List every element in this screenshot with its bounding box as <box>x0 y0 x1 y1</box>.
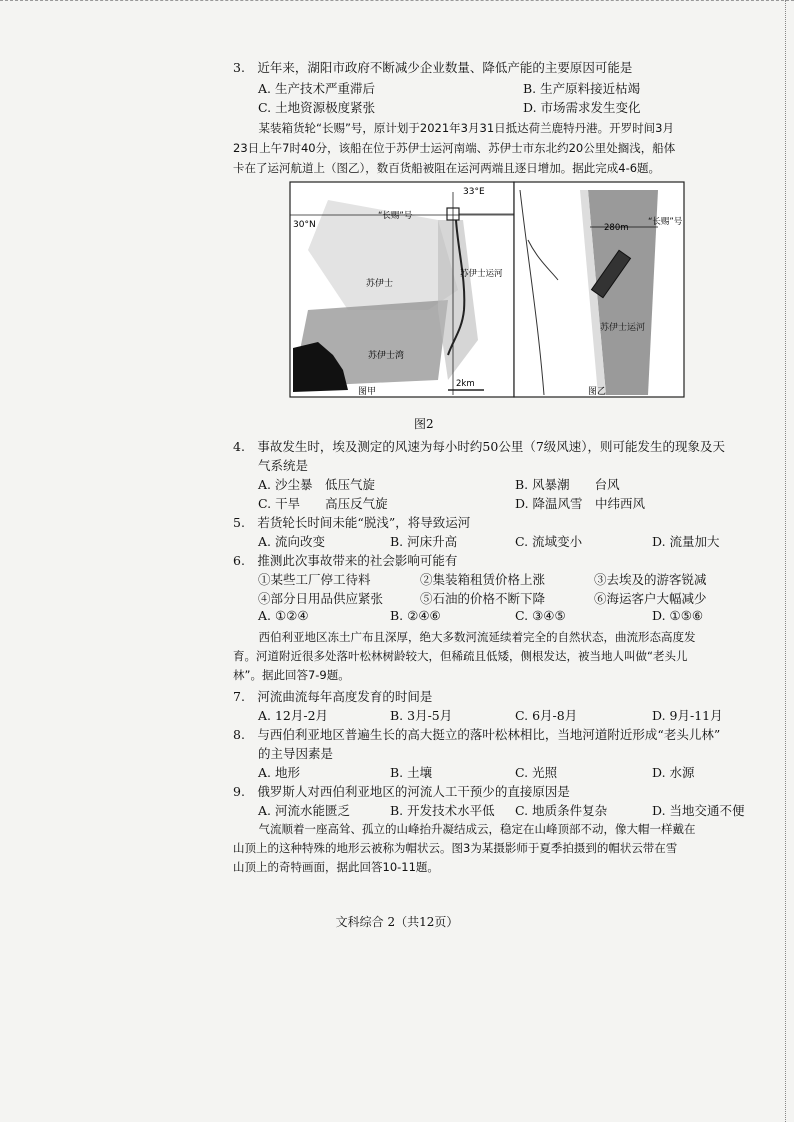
option-d: D. ①⑤⑥ <box>652 608 704 623</box>
option-b: B. 生产原料接近枯竭 <box>523 81 641 96</box>
option-b: B. 河床升高 <box>390 534 458 549</box>
option-a: A. 地形 <box>258 765 300 780</box>
gulf-label: 苏伊士湾 <box>368 351 405 361</box>
statement-3: ③去埃及的游客锐减 <box>594 572 707 587</box>
option-c: C. 6月-8月 <box>515 708 578 723</box>
question-stem: 8. 与西伯利亚地区普遍生长的高大挺立的落叶松林相比，当地河道附近形成“老头儿林” <box>233 727 721 742</box>
statement-5: ⑤石油的价格不断下降 <box>420 591 546 606</box>
option-c: C. 干旱 高压反气旋 <box>258 496 388 511</box>
width-label: 280m <box>604 223 629 233</box>
option-d: D. 市场需求发生变化 <box>523 100 641 115</box>
option-d: D. 降温风雪 中纬西风 <box>515 496 646 511</box>
option-d: D. 当地交通不便 <box>652 803 745 818</box>
question-stem-cont: 的主导因素是 <box>258 746 334 761</box>
question-stem: 3. 近年来，湖阳市政府不断减少企业数量、降低产能的主要原因可能是 <box>233 60 633 75</box>
question-stem: 6. 推测此次事故带来的社会影响可能有 <box>233 553 458 568</box>
statement-4: ④部分日用品供应紧张 <box>258 591 384 606</box>
statement-6: ⑥海运客户大幅减少 <box>594 591 707 606</box>
canal-label-b: 苏伊士运河 <box>600 323 646 333</box>
option-b: B. 风暴潮 台风 <box>515 477 620 492</box>
option-c: C. 光照 <box>515 765 558 780</box>
option-b: B. 土壤 <box>390 765 433 780</box>
question-stem-cont: 气系统是 <box>258 458 309 473</box>
option-a: A. ①②④ <box>258 608 309 623</box>
option-a: A. 生产技术严重滞后 <box>258 81 375 96</box>
top-perforation-line <box>0 0 794 5</box>
map-jia <box>290 182 514 397</box>
statement-2: ②集装箱租赁价格上涨 <box>420 572 546 587</box>
option-b: B. 3月-5月 <box>390 708 453 723</box>
option-a: A. 流向改变 <box>258 534 325 549</box>
option-d: D. 流量加大 <box>652 534 720 549</box>
option-a: A. 沙尘暴 低压气旋 <box>258 477 375 492</box>
option-d: D. 9月-11月 <box>652 708 723 723</box>
question-stem: 9. 俄罗斯人对西伯利亚地区的河流人工干预少的直接原因是 <box>233 784 570 799</box>
passage-line: 卡在了运河航道上（图乙），数百货船被阻在运河两端且逐日增加。据此完成4-6题。 <box>233 161 661 175</box>
scale-label: 2km <box>456 379 475 389</box>
ship-label: “长赐”号 <box>378 211 413 221</box>
option-c: C. ③④⑤ <box>515 608 566 623</box>
statement-1: ①某些工厂停工待料 <box>258 572 371 587</box>
option-d: D. 水源 <box>652 765 695 780</box>
option-a: A. 12月-2月 <box>258 708 329 723</box>
question-stem: 4. 事故发生时，埃及测定的风速为每小时约50公里（7级风速），则可能发生的现象及天 <box>233 439 726 454</box>
right-edge-line <box>782 0 786 1122</box>
passage-line: 林”。据此回答7-9题。 <box>233 668 350 682</box>
question-stem: 7. 河流曲流每年高度发育的时间是 <box>233 689 433 704</box>
passage-line: 气流顺着一座高耸、孤立的山峰抬升凝结成云，稳定在山峰顶部不动，像大帽一样戴在 <box>247 822 696 836</box>
option-a: A. 河流水能匮乏 <box>258 803 350 818</box>
figure-jia-label: 图甲 <box>358 387 377 397</box>
passage-line: 山顶上的这种特殊的地形云被称为帽状云。图3为某摄影师于夏季拍摄到的帽状云带在雪 <box>233 841 678 855</box>
option-c: C. 土地资源极度紧张 <box>258 100 376 115</box>
figure-caption: 图2 <box>414 417 434 431</box>
figure-yi-label: 图乙 <box>588 387 607 397</box>
suez-city-label: 苏伊士 <box>366 279 394 289</box>
ship-label-b: “长赐”号 <box>648 217 683 227</box>
question-stem: 5. 若货轮长时间未能“脱浅”，将导致运河 <box>233 515 471 530</box>
lon-label: 33°E <box>463 187 485 197</box>
option-c: C. 地质条件复杂 <box>515 803 608 818</box>
option-b: B. ②④⑥ <box>390 608 441 623</box>
passage-line: 西伯利亚地区冻土广布且深厚，绝大多数河流延续着完全的自然状态，曲流形态高度发 <box>247 630 696 644</box>
passage-line: 育。河道附近很多处落叶松林树龄较大，但稀疏且低矮，侧根发达，被当地人叫做“老头儿 <box>233 649 688 663</box>
map-yi <box>514 182 684 397</box>
option-b: B. 开发技术水平低 <box>390 803 495 818</box>
passage-line: 某装箱货轮“长赐”号，原计划于2021年3月31日抵达荷兰鹿特丹港。开罗时间3月 <box>247 121 674 135</box>
option-c: C. 流域变小 <box>515 534 583 549</box>
passage-line: 山顶上的奇特画面，据此回答10-11题。 <box>233 860 439 874</box>
passage-line: 23日上午7时40分，该船在位于苏伊士运河南端、苏伊士市东北约20公里处搁浅，船体 <box>233 141 676 155</box>
canal-label: 苏伊士运河 <box>460 269 503 279</box>
figure-2-map <box>288 180 688 402</box>
lat-label: 30°N <box>293 220 316 230</box>
page-footer: 文科综合 2（共12页） <box>335 915 459 929</box>
